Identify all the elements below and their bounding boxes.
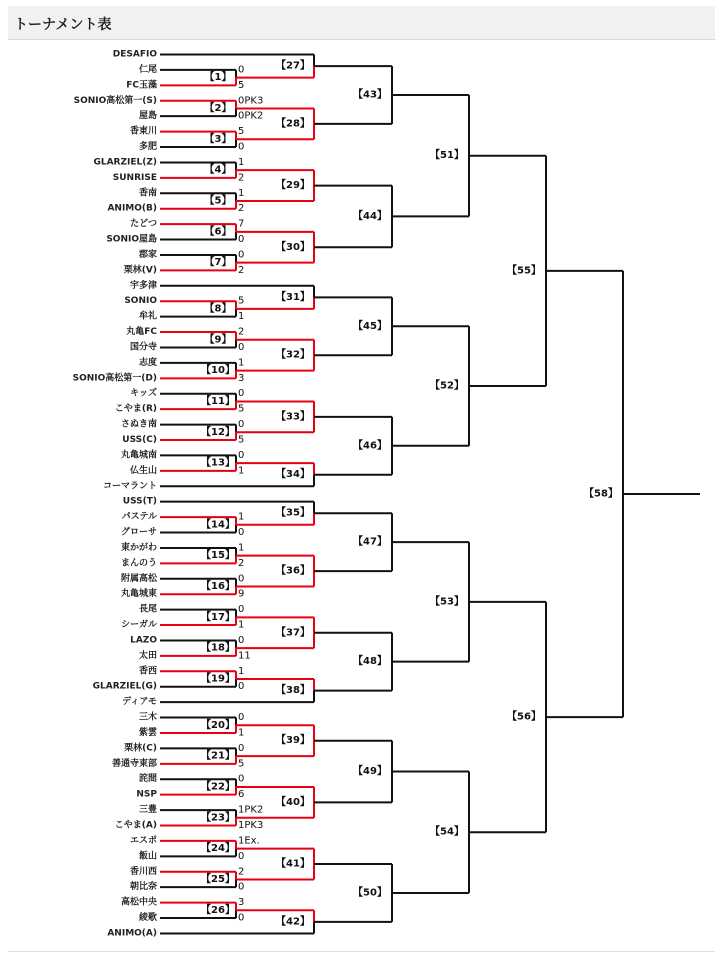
score: 1	[238, 542, 245, 554]
team-name: 善通寺東部	[111, 758, 157, 769]
score: 0	[238, 527, 245, 539]
match-number: 【35】	[276, 507, 310, 519]
team-name: ディアモ	[122, 697, 157, 708]
team-name: 香南	[138, 188, 157, 199]
team-name: 屋島	[138, 111, 157, 122]
score: 1	[238, 311, 245, 323]
score: 3	[238, 372, 245, 384]
team-name: キッズ	[130, 388, 157, 399]
page-title: トーナメント表	[14, 17, 112, 33]
score: 0	[238, 773, 245, 785]
team-name: 丸亀FC	[126, 327, 157, 338]
match-number: 【14】	[201, 519, 235, 531]
team-name: SONIO高松第一(S)	[73, 95, 157, 106]
score: 2	[238, 203, 245, 215]
score: 0	[238, 881, 245, 893]
team-name: 紫雲	[138, 727, 157, 738]
score: 1Ex.	[238, 835, 260, 847]
score: 0	[238, 850, 245, 862]
score: 0	[238, 419, 245, 431]
score: 7	[238, 218, 245, 230]
match-number: 【42】	[276, 916, 310, 928]
team-name: LAZO	[130, 635, 157, 646]
bottom-divider	[8, 951, 715, 952]
match-number: 【33】	[276, 411, 310, 423]
match-number: 【10】	[201, 365, 235, 377]
match-number: 【7】	[204, 257, 232, 269]
match-number: 【4】	[204, 164, 232, 176]
team-name: USS(T)	[122, 496, 157, 507]
match-number: 【36】	[276, 565, 310, 577]
team-name: 東かがわ	[120, 542, 157, 553]
team-name: 朝比奈	[129, 882, 157, 893]
score: 0	[238, 141, 245, 153]
match-number: 【43】	[353, 89, 387, 101]
match-number: 【27】	[276, 60, 310, 72]
match-number: 【58】	[584, 488, 618, 500]
score: 0	[238, 912, 245, 924]
score: 0	[238, 249, 245, 261]
match-number: 【23】	[201, 812, 235, 824]
score: 5	[238, 758, 245, 770]
team-name: NSP	[136, 789, 157, 800]
team-name: 太田	[138, 650, 157, 661]
score: 6	[238, 789, 245, 801]
match-number: 【22】	[201, 781, 235, 793]
score: 1PK3	[238, 820, 264, 831]
match-number: 【38】	[276, 685, 310, 697]
score: 0	[238, 449, 245, 461]
score: 1	[238, 665, 245, 677]
team-name: 三木	[138, 712, 157, 723]
match-number: 【15】	[201, 550, 235, 562]
score: 0	[238, 742, 245, 754]
team-name: GLARZIEL(G)	[92, 681, 157, 692]
team-name: ANIMO(B)	[107, 203, 157, 214]
team-name: 栗林(V)	[123, 265, 157, 276]
match-number: 【9】	[204, 334, 232, 346]
score: 1	[238, 156, 245, 168]
team-name: 仏生山	[129, 465, 157, 476]
match-number: 【55】	[507, 265, 541, 277]
score: 5	[238, 126, 245, 138]
team-name: DESAFIO	[112, 49, 157, 60]
match-number: 【12】	[201, 426, 235, 438]
match-number: 【50】	[353, 887, 387, 899]
match-number: 【2】	[204, 102, 232, 114]
match-number: 【30】	[276, 241, 310, 253]
match-number: 【49】	[353, 766, 387, 778]
match-number: 【5】	[204, 195, 232, 207]
match-number: 【21】	[201, 750, 235, 762]
score: 5	[238, 434, 245, 446]
match-number: 【56】	[507, 711, 541, 723]
team-name: さぬき南	[120, 419, 157, 430]
team-name: 仁尾	[138, 64, 157, 75]
match-number: 【13】	[201, 457, 235, 469]
team-name: 飯山	[138, 851, 157, 862]
team-name: まんのう	[120, 558, 157, 569]
match-number: 【32】	[276, 349, 310, 361]
match-number: 【39】	[276, 735, 310, 747]
team-name: 丸亀城南	[120, 450, 157, 461]
match-number: 【19】	[201, 673, 235, 685]
match-number: 【3】	[204, 133, 232, 145]
team-name: SONIO屋島	[106, 234, 157, 245]
match-number: 【18】	[201, 642, 235, 654]
score: 2	[238, 326, 245, 338]
match-number: 【25】	[201, 873, 235, 885]
match-number: 【48】	[353, 656, 387, 668]
team-name: 国分寺	[129, 342, 157, 353]
score: 2	[238, 264, 245, 276]
team-name: ANIMO(A)	[107, 928, 157, 939]
score: 0	[238, 388, 245, 400]
score: 0	[238, 604, 245, 616]
match-number: 【24】	[201, 843, 235, 855]
score: 1	[238, 187, 245, 199]
team-name: 栗林(C)	[124, 743, 157, 754]
team-name: 多肥	[138, 142, 157, 153]
match-number: 【53】	[430, 596, 464, 608]
team-name: 香西	[138, 666, 157, 677]
match-number: 【8】	[204, 303, 232, 315]
team-name: 志度	[138, 357, 157, 368]
match-number: 【41】	[276, 858, 310, 870]
score: 1	[238, 357, 245, 369]
team-name: 高松中央	[120, 897, 157, 908]
score: 5	[238, 295, 245, 307]
score: 0	[238, 234, 245, 246]
score: 0PK3	[238, 95, 264, 107]
score: 0	[238, 634, 245, 646]
team-name: シーガル	[121, 620, 157, 631]
team-name: 長尾	[138, 604, 157, 615]
match-number: 【46】	[353, 440, 387, 452]
match-number: 【16】	[201, 580, 235, 592]
score: 0	[238, 712, 245, 724]
score: 1	[238, 619, 245, 631]
team-name: 宇多津	[129, 280, 157, 291]
team-name: エスポ	[129, 835, 157, 846]
team-name: こやま(R)	[114, 404, 157, 415]
team-name: 三豊	[138, 805, 157, 816]
match-number: 【54】	[430, 826, 464, 838]
team-name: こやま(A)	[114, 820, 157, 831]
score: 1	[238, 727, 245, 739]
score: 1	[238, 511, 245, 523]
match-number: 【51】	[430, 150, 464, 162]
team-name: 郡家	[138, 249, 157, 260]
team-name: SONIO高松第一(D)	[72, 373, 157, 384]
team-name: GLARZIEL(Z)	[93, 157, 157, 168]
team-name: USS(C)	[122, 435, 157, 445]
score: 0PK2	[238, 110, 264, 122]
team-name: 丸亀城東	[120, 589, 157, 600]
score: 5	[238, 403, 245, 415]
match-number: 【40】	[276, 796, 310, 808]
match-number: 【44】	[353, 210, 387, 222]
score: 5	[238, 79, 245, 91]
match-number: 【52】	[430, 380, 464, 392]
match-number: 【31】	[276, 291, 310, 303]
team-name: たどつ	[130, 219, 157, 230]
team-name: パステル	[121, 512, 157, 523]
score: 1PK2	[238, 804, 264, 816]
score: 2	[238, 557, 245, 569]
match-number: 【37】	[276, 627, 310, 639]
match-number: 【28】	[276, 118, 310, 130]
team-name: グローサ	[120, 527, 157, 538]
match-number: 【29】	[276, 180, 310, 192]
match-number: 【34】	[276, 469, 310, 481]
match-number: 【26】	[201, 904, 235, 916]
team-name: 綾歌	[138, 913, 157, 924]
team-name: 香川西	[129, 866, 157, 877]
score: 1	[238, 465, 245, 477]
team-name: コーマラント	[102, 481, 157, 492]
match-number: 【47】	[353, 536, 387, 548]
match-number: 【1】	[204, 72, 232, 84]
score: 0	[238, 573, 245, 585]
team-name: 牟礼	[138, 311, 157, 322]
team-name: 詫間	[138, 774, 157, 785]
team-name: SONIO	[124, 296, 157, 307]
team-name: 香東川	[129, 126, 157, 137]
score: 11	[238, 650, 251, 662]
score: 3	[238, 897, 245, 909]
score: 2	[238, 866, 245, 878]
team-name: 附属高松	[120, 573, 157, 584]
score: 0	[238, 341, 245, 353]
match-number: 【11】	[201, 395, 235, 407]
score: 0	[238, 681, 245, 693]
score: 0	[238, 64, 245, 76]
team-name: FC玉藻	[126, 80, 157, 91]
team-name: SUNRISE	[112, 172, 157, 183]
match-number: 【6】	[204, 226, 232, 238]
score: 9	[238, 588, 245, 600]
score: 2	[238, 172, 245, 184]
match-number: 【45】	[353, 320, 387, 332]
match-number: 【20】	[201, 719, 235, 731]
match-number: 【17】	[201, 611, 235, 623]
